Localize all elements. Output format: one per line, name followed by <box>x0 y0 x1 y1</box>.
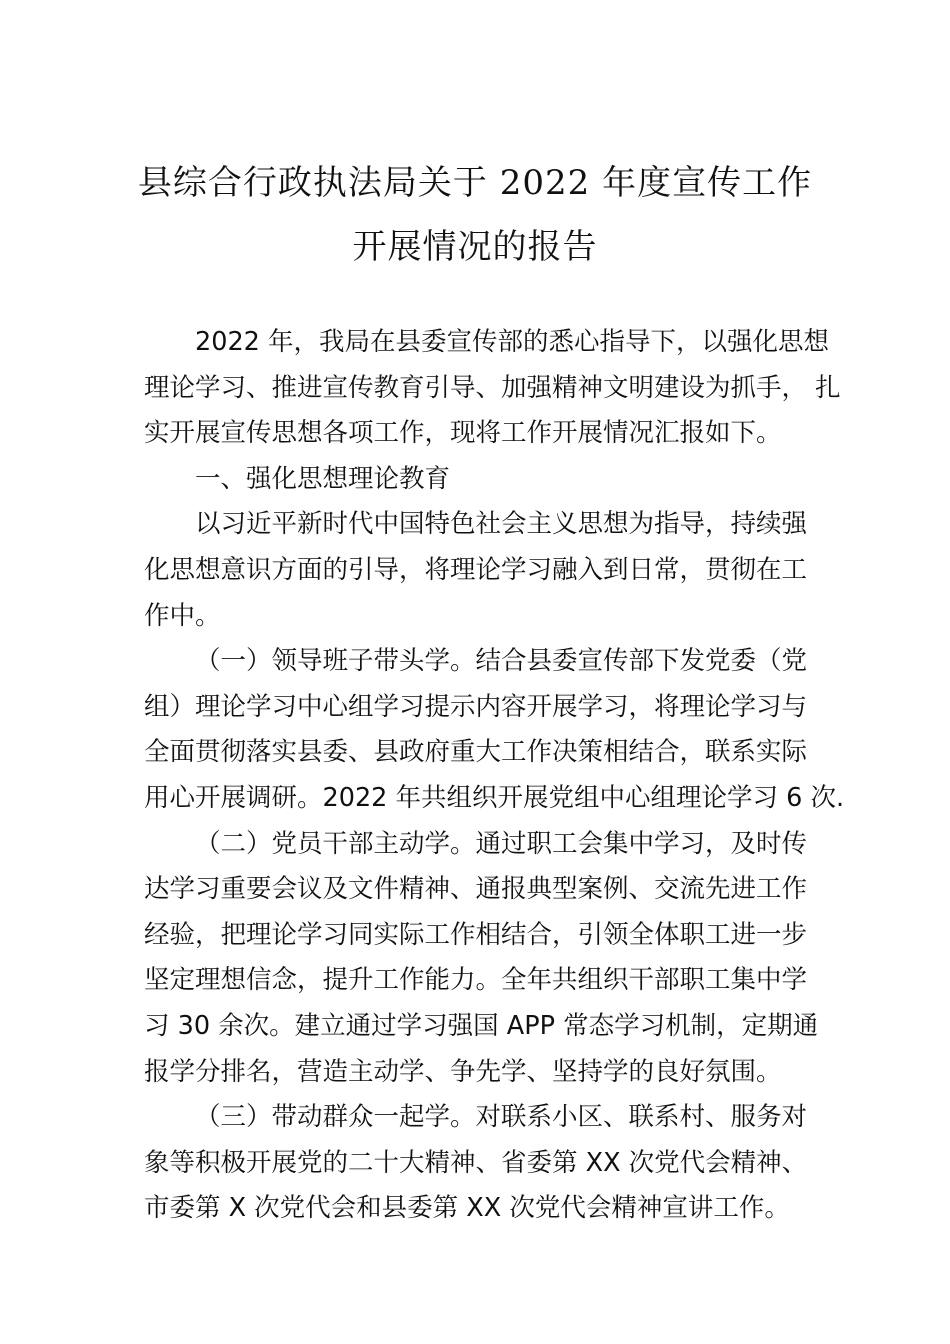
text-line: 组）理论学习中心组学习提示内容开展学习，将理论学习与 <box>144 691 808 722</box>
text-line: 化思想意识方面的引导，将理论学习融入到日常，贯彻在工 <box>144 554 808 585</box>
text-line: （一）领导班子带头学。结合县委宣传部下发党委（党 <box>195 646 808 677</box>
text-line: 市委第 X 次党代会和县委第 XX 次党代会精神宣讲工作。 <box>144 1193 790 1224</box>
paragraph-item-2 <box>144 822 824 1096</box>
text-line: 2022 年，我局在县委宣传部的悉心指导下，以强化思想 <box>195 327 830 357</box>
text-line: 实开展宣传思想各项工作，现将工作开展情况汇报如下。 <box>144 418 782 449</box>
document-body <box>144 320 845 1232</box>
paragraph-item-3 <box>144 1095 824 1232</box>
document-title-line-2: 开展情况的报告 <box>352 227 598 267</box>
text-line: 用心开展调研。2022 年共组织开展党组中心组理论学习 6 次. <box>144 782 845 813</box>
text-line: 全面贯彻落实县委、县政府重大工作决策相结合，联系实际 <box>144 737 808 768</box>
text-line: 一、强化思想理论教育 <box>195 463 451 494</box>
text-line: 理论学习、推进宣传教育引导、加强精神文明建设为抓手， 扎 <box>144 372 841 403</box>
text-line: 习 30 余次。建立通过学习强国 APP 常态学习机制，定期通 <box>144 1010 819 1041</box>
text-line: （二）党员干部主动学。通过职工会集中学习，及时传 <box>195 828 808 859</box>
text-line: （三）带动群众一起学。对联系小区、联系村、服务对 <box>195 1102 808 1133</box>
text-line: 象等积极开展党的二十大精神、省委第 XX 次党代会精神、 <box>144 1147 808 1178</box>
paragraph-section-1-intro <box>144 502 824 639</box>
text-line: 以习近平新时代中国特色社会主义思想为指导，持续强 <box>195 509 808 540</box>
text-line: 作中。 <box>144 600 221 631</box>
document-title-line-1: 县综合行政执法局关于 2022 年度宣传工作 <box>137 163 813 203</box>
text-line: 报学分排名，营造主动学、争先学、坚持学的良好氛围。 <box>144 1056 782 1087</box>
text-line: 经验，把理论学习同实际工作相结合，引领全体职工进一步 <box>144 919 808 950</box>
section-heading-1 <box>144 457 824 503</box>
paragraph-intro <box>144 320 841 457</box>
paragraph-item-1 <box>144 639 845 821</box>
text-line: 达学习重要会议及文件精神、通报典型案例、交流先进工作 <box>144 874 808 905</box>
text-line: 坚定理想信念，提升工作能力。全年共组织干部职工集中学 <box>144 965 808 996</box>
